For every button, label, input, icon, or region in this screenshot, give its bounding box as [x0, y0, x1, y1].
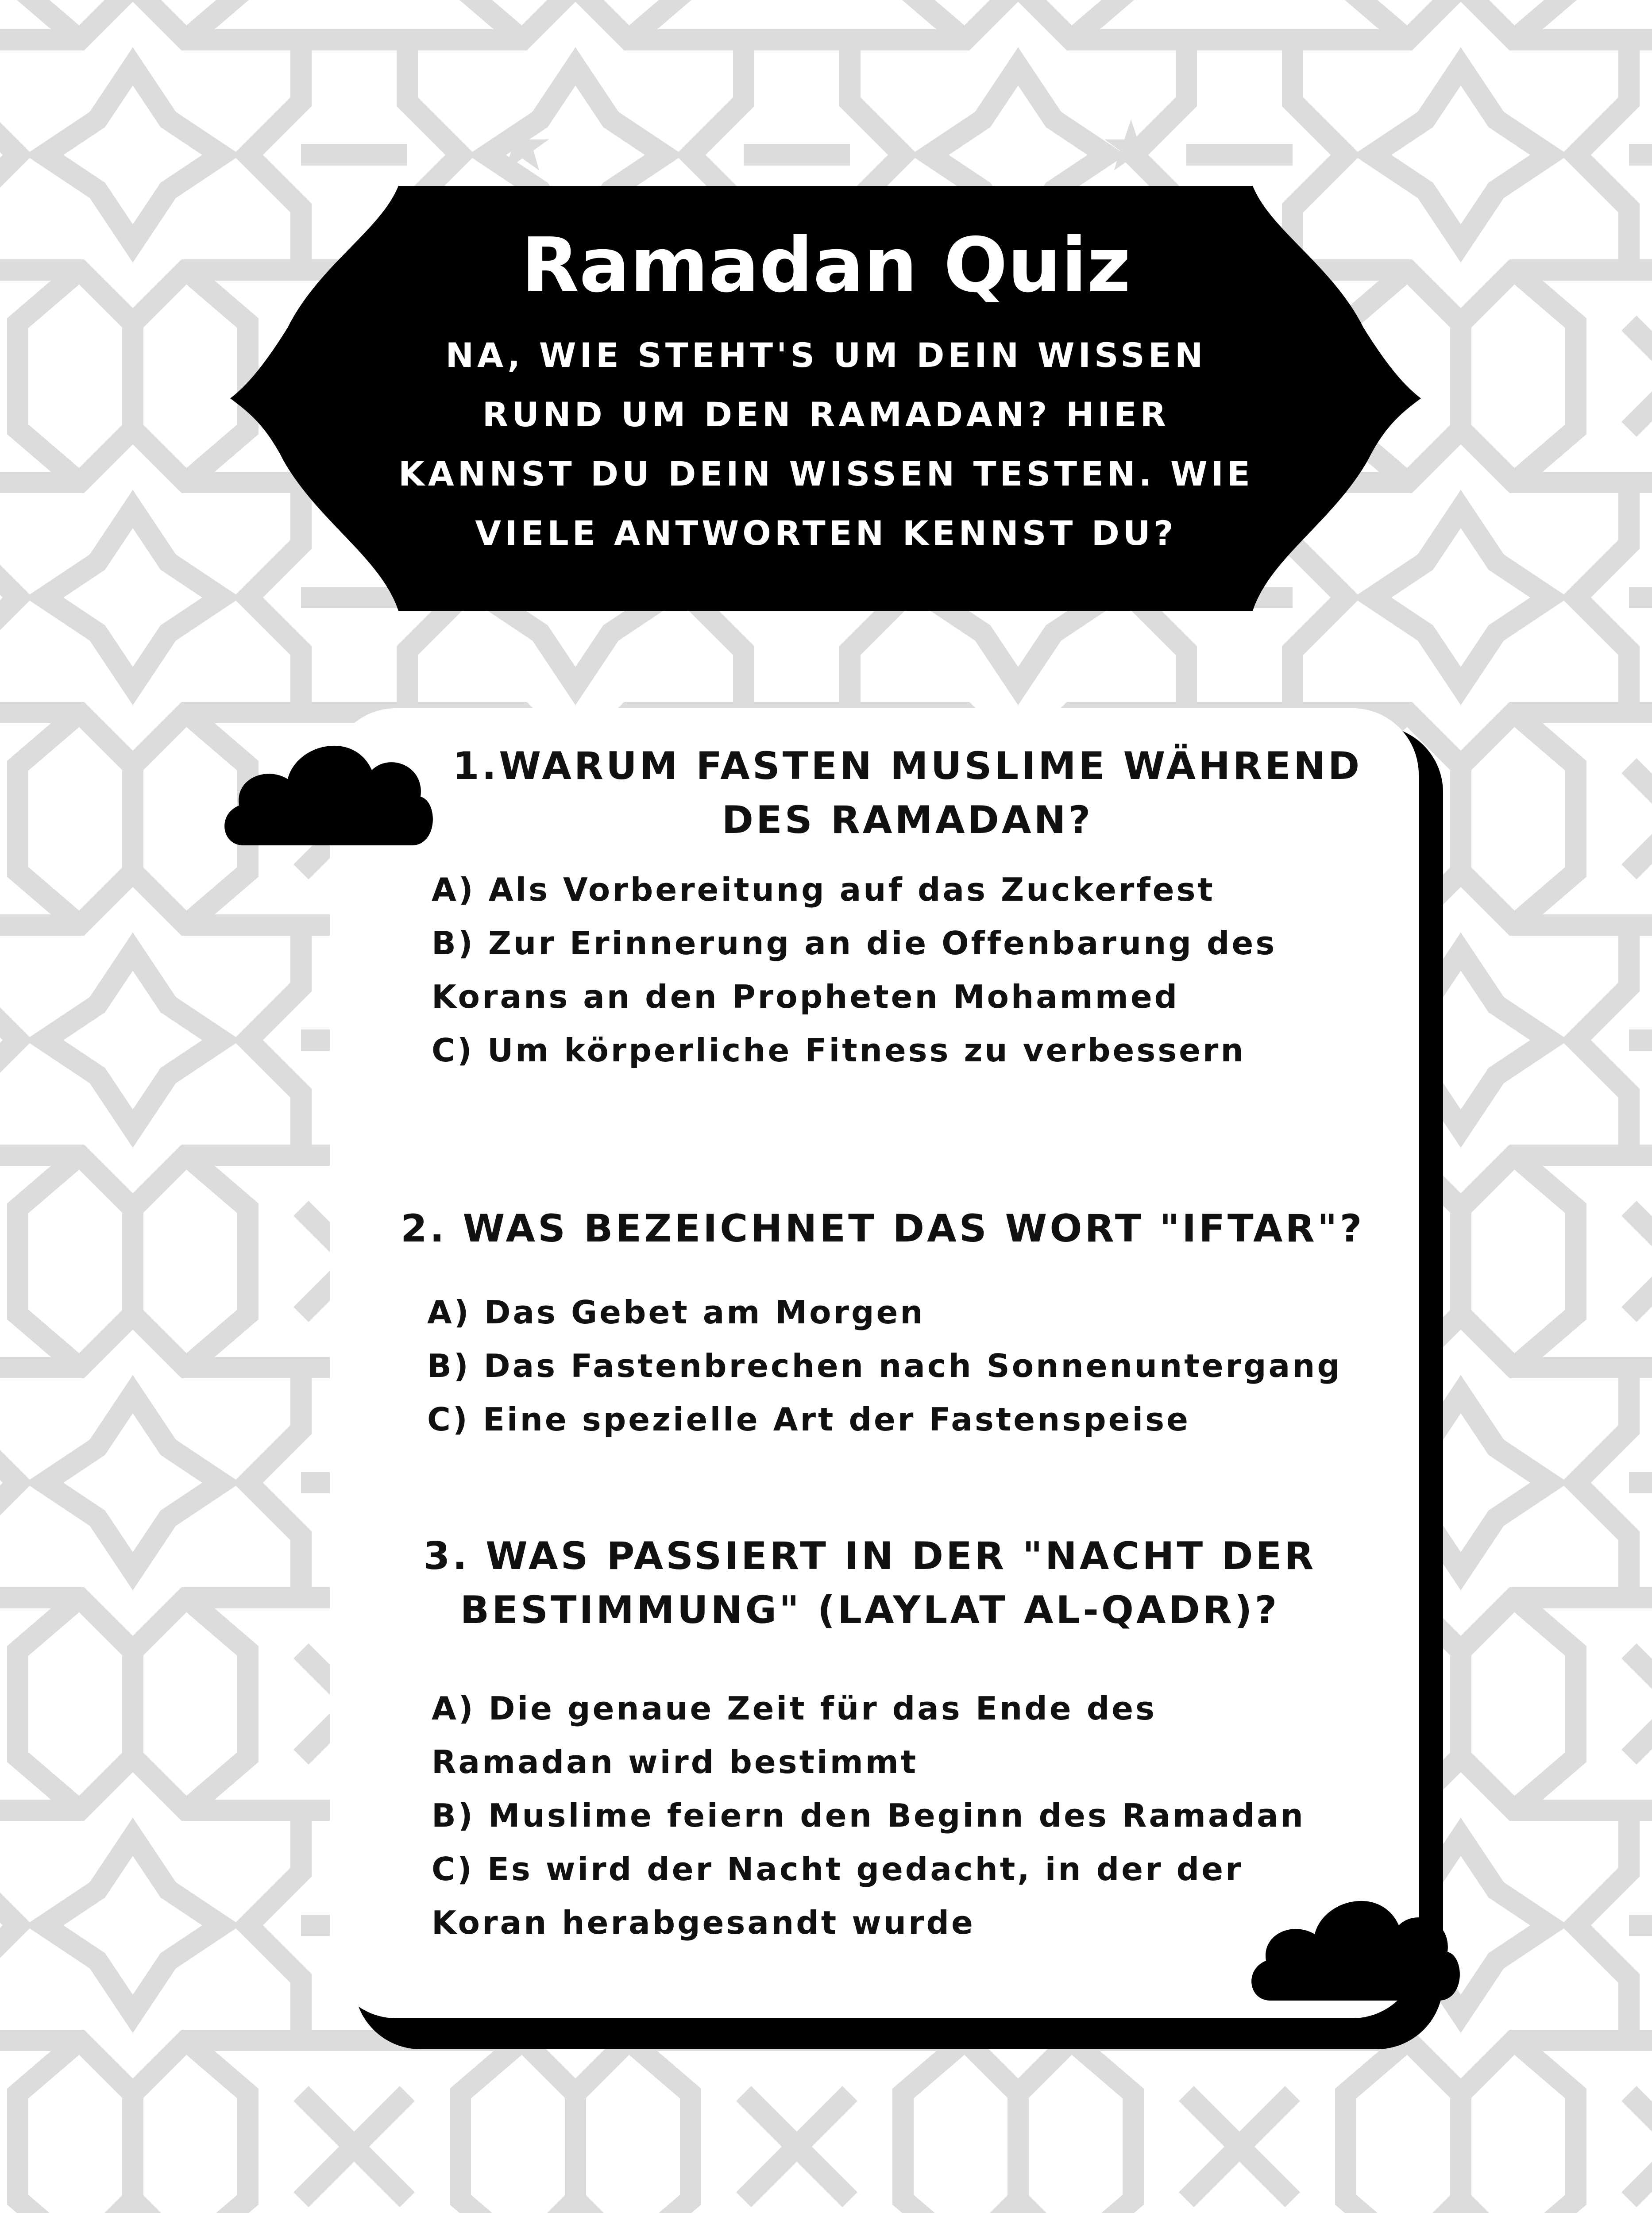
question-line: 1.WARUM FASTEN MUSLIME WÄHREND [452, 744, 1363, 788]
question-2-heading [401, 1202, 1364, 1256]
question-3-heading [416, 1529, 1324, 1637]
cloud-icon [217, 721, 438, 854]
question-line: BESTIMMUNG" (LAYLAT AL-QADR)? [460, 1588, 1280, 1632]
answer-line: Koran herabgesandt wurde [432, 1904, 975, 1941]
subtitle-line: KANNST DU DEIN WISSEN TESTEN. WIE [398, 454, 1254, 493]
answer-line: B) Das Fastenbrechen nach Sonnenuntergang [427, 1347, 1342, 1384]
question-2-answers [427, 1286, 1342, 1446]
question-line: 3. WAS PASSIERT IN DER "NACHT DER [423, 1534, 1316, 1578]
answer-line: Ramadan wird bestimmt [432, 1743, 919, 1781]
subtitle-line: VIELE ANTWORTEN KENNST DU? [475, 513, 1177, 553]
answer-line: C) Um körperliche Fitness zu verbessern [432, 1032, 1246, 1069]
question-3-answers [432, 1682, 1305, 1950]
question-1-answers [432, 863, 1277, 1077]
answer-line: A) Das Gebet am Morgen [427, 1294, 925, 1331]
banner-text-block [398, 221, 1254, 563]
page-title: Ramadan Quiz [521, 222, 1131, 309]
subtitle-line: NA, WIE STEHT'S UM DEIN WISSEN [445, 335, 1207, 375]
question-line: DES RAMADAN? [722, 798, 1093, 842]
answer-line: B) Muslime feiern den Beginn des Ramadan [432, 1797, 1305, 1834]
answer-line: Korans an den Propheten Mohammed [432, 978, 1180, 1015]
star-icon [496, 120, 549, 170]
answer-line: A) Als Vorbereitung auf das Zuckerfest [432, 871, 1215, 908]
question-1-heading [443, 739, 1372, 847]
answer-line: A) Die genaue Zeit für das Ende des [432, 1690, 1157, 1727]
star-icon [1104, 120, 1158, 170]
answer-line: B) Zur Erinnerung an die Offenbarung des [432, 925, 1277, 962]
answer-line: C) Es wird der Nacht gedacht, in der der [432, 1851, 1243, 1888]
subtitle-line: RUND UM DEN RAMADAN? HIER [482, 395, 1170, 434]
question-line: 2. WAS BEZEICHNET DAS WORT "IFTAR"? [401, 1207, 1365, 1251]
answer-line: C) Eine spezielle Art der Fastenspeise [427, 1401, 1190, 1438]
subtitle [398, 326, 1254, 563]
